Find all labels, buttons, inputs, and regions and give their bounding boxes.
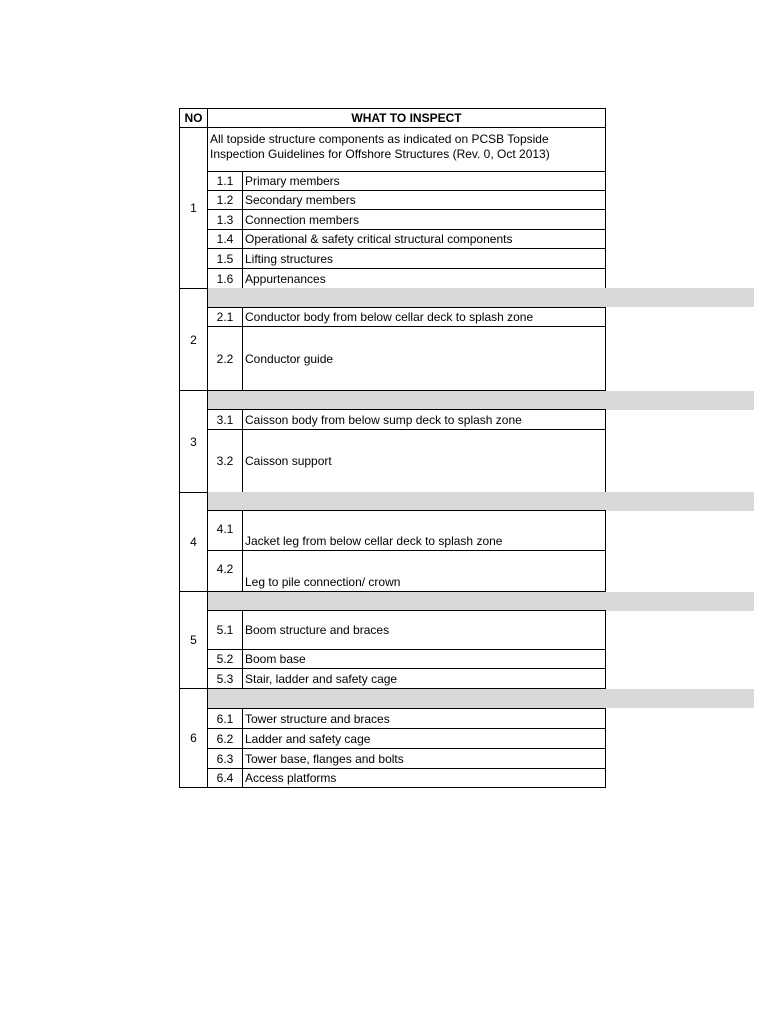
item-description: Jacket leg from below cellar deck to splash zone — [242, 510, 606, 551]
item-number: 1.2 — [207, 190, 243, 210]
section-shading-band — [208, 288, 754, 307]
item-description: Ladder and safety cage — [242, 728, 606, 749]
item-description: Primary members — [242, 171, 606, 191]
item-description: Appurtenances — [242, 268, 606, 289]
item-description: Boom base — [242, 649, 606, 669]
item-number: 1.3 — [207, 209, 243, 230]
item-description: Caisson body from below sump deck to splash zone — [242, 409, 606, 430]
item-number: 6.4 — [207, 768, 243, 788]
header-what-to-inspect: WHAT TO INSPECT — [207, 108, 606, 128]
item-number: 2.1 — [207, 307, 243, 327]
item-number: 5.1 — [207, 610, 243, 650]
item-description: Leg to pile connection/ crown — [242, 550, 606, 592]
item-number: 1.4 — [207, 229, 243, 249]
group-number: 3 — [179, 390, 208, 493]
item-description: Boom structure and braces — [242, 610, 606, 650]
item-description: Lifting structures — [242, 248, 606, 269]
group-number: 6 — [179, 688, 208, 788]
item-description: Operational & safety critical structural components — [242, 229, 606, 249]
item-description: Tower structure and braces — [242, 708, 606, 729]
item-description: Conductor guide — [242, 326, 606, 391]
section-shading-band — [208, 592, 754, 611]
item-number: 1.1 — [207, 171, 243, 191]
item-description: Connection members — [242, 209, 606, 230]
section-shading-band — [208, 689, 754, 708]
group-number: 1 — [179, 127, 208, 289]
item-description: Secondary members — [242, 190, 606, 210]
section-shading-band — [208, 492, 754, 511]
item-number: 4.1 — [207, 510, 243, 551]
group-intro-text: All topside structure components as indicated on PCSB Topside Inspection Guidelines for Offshore Structures (Rev. 0, Oct 2013) — [207, 127, 606, 172]
group-number: 4 — [179, 492, 208, 592]
section-shading-band — [208, 391, 754, 410]
item-number: 4.2 — [207, 550, 243, 592]
group-number: 5 — [179, 591, 208, 689]
item-number: 5.2 — [207, 649, 243, 669]
item-number: 2.2 — [207, 326, 243, 391]
item-description: Tower base, flanges and bolts — [242, 748, 606, 769]
item-number: 6.2 — [207, 728, 243, 749]
item-description: Stair, ladder and safety cage — [242, 668, 606, 689]
header-no: NO — [179, 108, 208, 128]
item-description: Access platforms — [242, 768, 606, 788]
item-description: Conductor body from below cellar deck to splash zone — [242, 307, 606, 327]
item-number: 3.2 — [207, 429, 243, 493]
item-number: 1.6 — [207, 268, 243, 289]
item-number: 3.1 — [207, 409, 243, 430]
group-number: 2 — [179, 288, 208, 391]
item-number: 1.5 — [207, 248, 243, 269]
item-number: 5.3 — [207, 668, 243, 689]
item-description: Caisson support — [242, 429, 606, 493]
item-number: 6.3 — [207, 748, 243, 769]
item-number: 6.1 — [207, 708, 243, 729]
